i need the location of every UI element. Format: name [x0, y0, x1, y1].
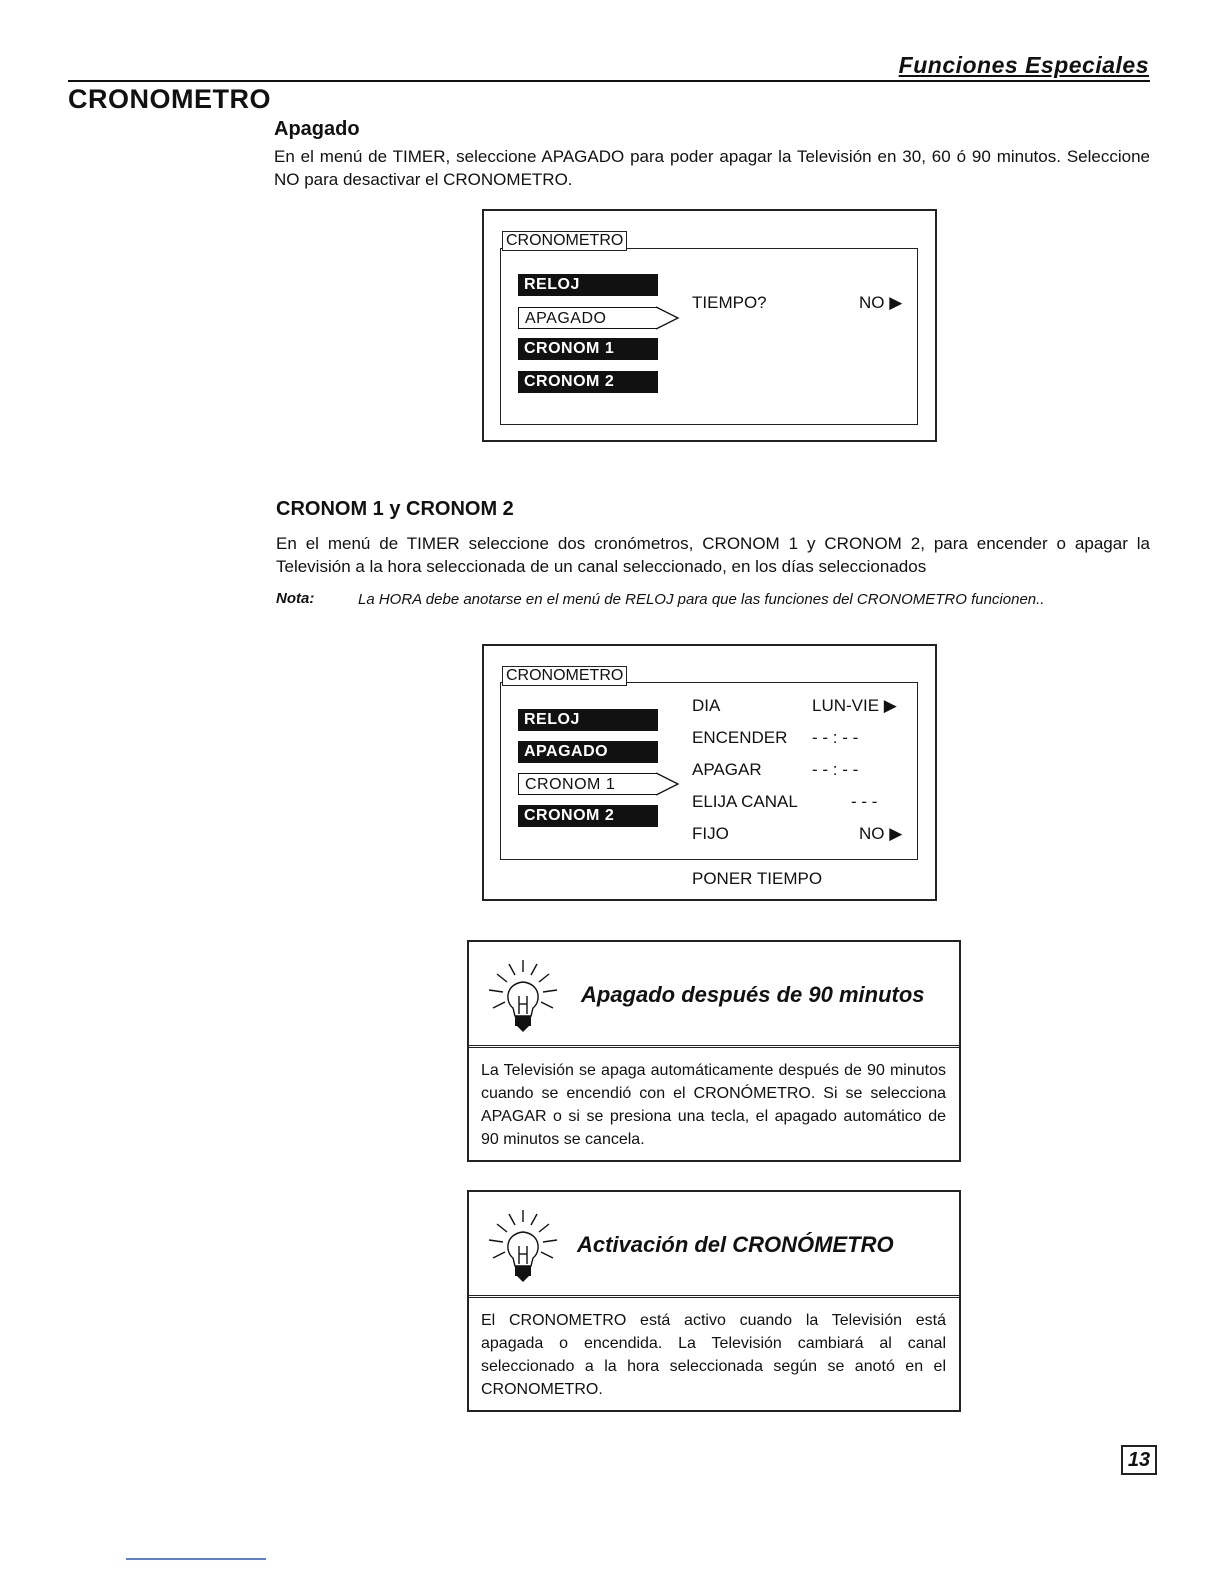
menu-label: CRONOMETRO — [502, 666, 627, 686]
selection-arrow-icon — [656, 303, 680, 333]
option-tiempo-value[interactable]: NO ▶ — [859, 293, 903, 312]
cronom-heading: CRONOM 1 y CRONOM 2 — [276, 498, 514, 520]
menu-item-cronom-1-selected[interactable]: CRONOM 1 — [518, 773, 658, 795]
row-dia-value[interactable]: LUN-VIE ▶ — [812, 696, 897, 715]
menu-item-apagado-selected[interactable]: APAGADO — [518, 307, 658, 329]
apagado-paragraph: En el menú de TIMER, seleccione APAGADO para poder apagar la Televisión en 30, 60 ó 90 minutos. Seleccione NO para desactivar el CRONOMETRO. — [274, 147, 1150, 189]
menu-label: CRONOMETRO — [502, 231, 627, 251]
lightbulb-icon — [483, 958, 563, 1036]
lightbulb-icon — [483, 1208, 563, 1286]
menu-footer-poner-tiempo[interactable]: PONER TIEMPO — [692, 869, 823, 888]
row-apagar-value[interactable]: - - : - - — [812, 760, 859, 779]
tip-text: El CRONOMETRO está activo cuando la Televisión está apagada o encendida. La Televisión cambiará al canal seleccionado a la hora seleccionada según se anotó en el CRONOMETRO. — [481, 1312, 946, 1398]
page-number: 13 — [1121, 1445, 1157, 1475]
menu-item-cronom-2[interactable]: CRONOM 2 — [518, 805, 658, 827]
header-rule — [68, 80, 1150, 82]
apagado-menu-screen — [482, 209, 937, 442]
tip-text: La Televisión se apaga automáticamente después de 90 minutos cuando se encendió con el CRONÓMETRO. Si se selecciona APAGAR o si se presiona una tecla, el apagado automático de 90 minutos se cancela. — [481, 1062, 946, 1148]
option-tiempo-label: TIEMPO? — [692, 293, 767, 312]
tip-title: Apagado después de 90 minutos — [581, 982, 925, 1007]
row-fijo-value[interactable]: NO ▶ — [859, 824, 903, 843]
menu-item-cronom-1[interactable]: CRONOM 1 — [518, 338, 658, 360]
menu-item-apagado[interactable]: APAGADO — [518, 741, 658, 763]
row-apagar-label: APAGAR — [692, 760, 762, 779]
header-section-title: Funciones Especiales — [898, 52, 1149, 78]
footer-link-line — [126, 1558, 266, 1560]
cronom-paragraph: En el menú de TIMER seleccione dos cronómetros, CRONOM 1 y CRONOM 2, para encender o apagar la Televisión a la hora seleccionada de un canal seleccionado, en los días seleccionados — [276, 534, 1150, 576]
tip-divider — [469, 1295, 959, 1298]
page-title: CRONOMETRO — [68, 84, 271, 114]
row-elija-canal-value[interactable]: - - - — [851, 792, 878, 811]
note-text: La HORA debe anotarse en el menú de RELOJ para que las funciones del CRONOMETRO funcionen.. — [358, 591, 1045, 608]
tip-box-activacion — [467, 1190, 961, 1412]
tip-title: Activación del CRONÓMETRO — [577, 1232, 894, 1257]
menu-item-reloj[interactable]: RELOJ — [518, 274, 658, 296]
row-fijo-label: FIJO — [692, 824, 729, 843]
apagado-heading: Apagado — [274, 118, 360, 140]
row-encender-label: ENCENDER — [692, 728, 788, 747]
menu-item-cronom-2[interactable]: CRONOM 2 — [518, 371, 658, 393]
cronom-menu-screen — [482, 644, 937, 901]
menu-item-reloj[interactable]: RELOJ — [518, 709, 658, 731]
row-dia-label: DIA — [692, 696, 721, 715]
row-elija-canal-label: ELIJA CANAL — [692, 792, 798, 811]
tip-divider — [469, 1045, 959, 1048]
selection-arrow-icon — [656, 769, 680, 799]
row-encender-value[interactable]: - - : - - — [812, 728, 859, 747]
tip-box-apagado-90 — [467, 940, 961, 1162]
note-label: Nota: — [276, 590, 315, 607]
